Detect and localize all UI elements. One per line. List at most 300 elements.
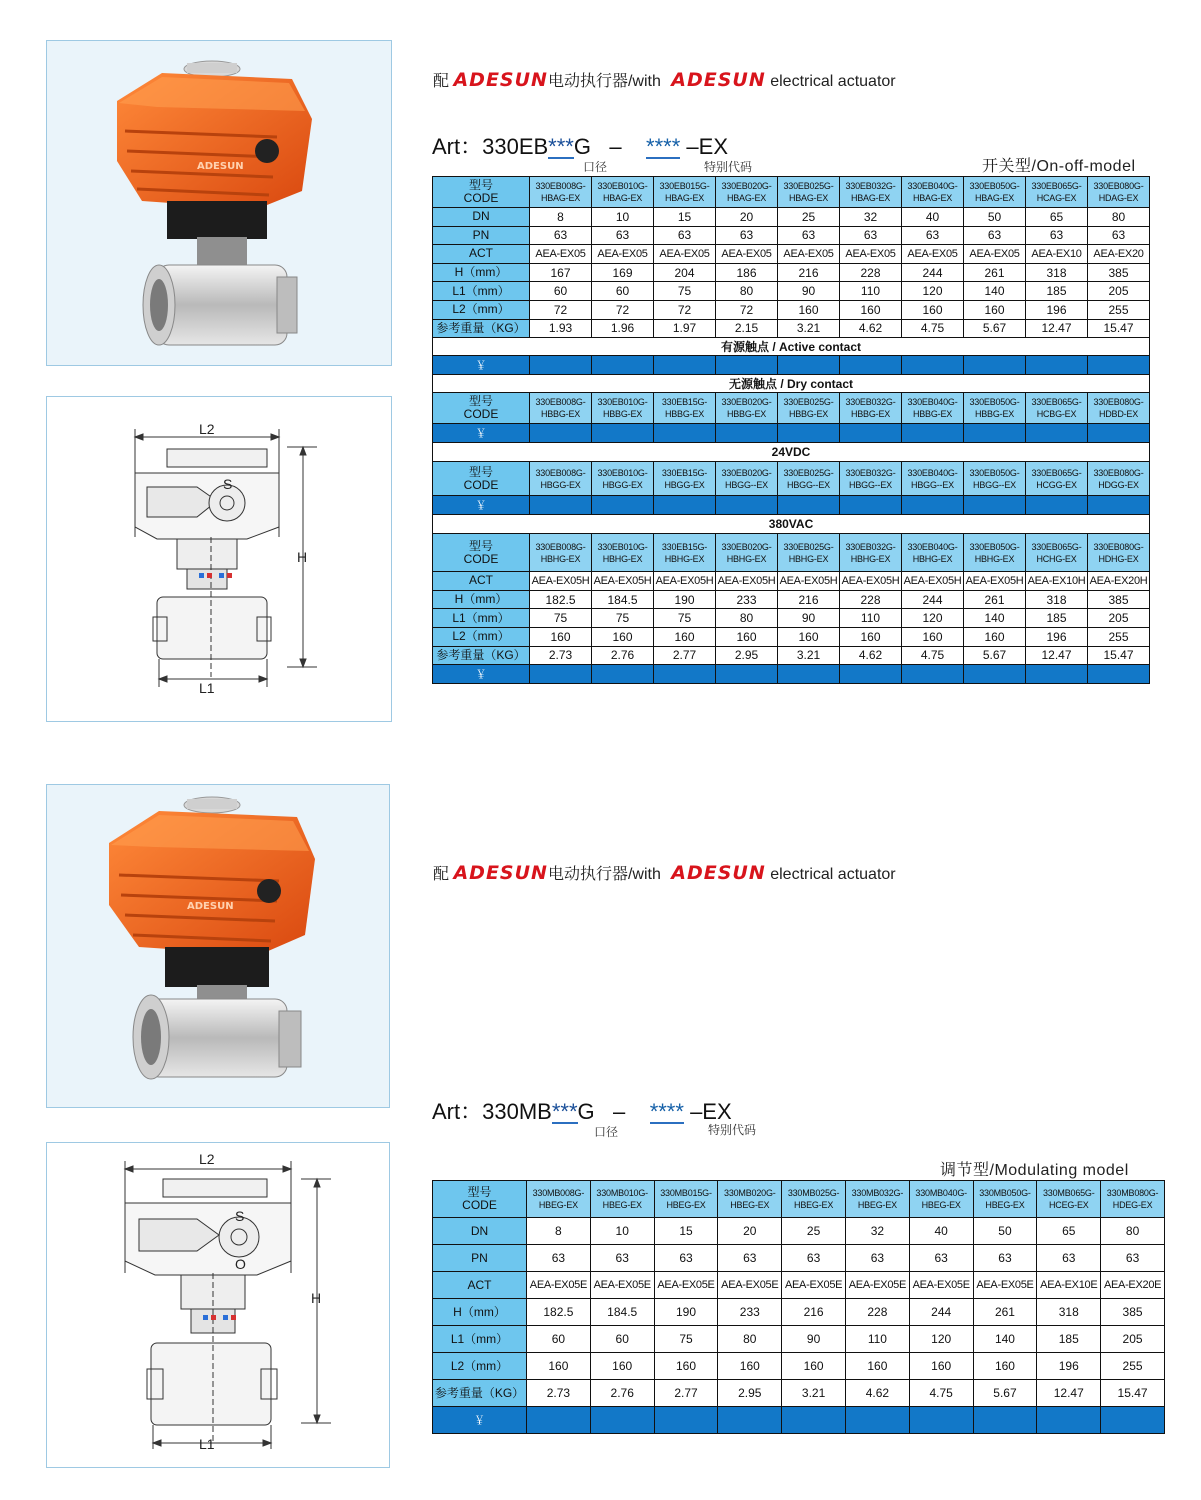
code-cell: 330EB15G- HBBG-EX [654,393,716,424]
brand-suffix: electrical actuator [770,866,896,883]
spec-value: 160 [902,300,964,319]
s-label-2: S [235,1208,245,1224]
price-symbol: ￥ [433,356,530,375]
l1-label-2: L1 [199,1436,215,1452]
code-cell: 330MB008G- HBEG-EX [527,1181,591,1218]
spec-value: 120 [902,282,964,301]
spec-value: 8 [530,208,592,227]
spec-row-label: L1（mm） [433,1326,527,1353]
code-cell: 330EB065G- HCAG-EX [1026,177,1088,208]
spec-row [433,1245,1165,1272]
code-row [433,177,1150,208]
spec-row-label: 参考重量（KG） [433,1380,527,1407]
price-cell [654,665,716,684]
spec-value: 185 [1037,1326,1101,1353]
spec-row-label: L2（mm） [433,1353,527,1380]
spec-value: 2.95 [716,646,778,665]
modulating-model-label: 调节型/Modulating model [940,1162,1129,1179]
spec-value: 160 [590,1353,654,1380]
price-cell [1026,356,1088,375]
art-prefix: Art：330MB [432,1099,552,1124]
price-cell [778,496,840,515]
spec-value: 2.95 [718,1380,782,1407]
spec-row-label: L1（mm） [433,609,530,628]
on-off-model-label: 开关型/On-off-model [982,158,1136,175]
l2-label: L2 [199,421,215,437]
spec-value: 196 [1026,627,1088,646]
spec-value: 196 [1026,300,1088,319]
spec-row [433,319,1150,338]
spec-value: 2.76 [590,1380,654,1407]
code-cell: 330EB025G- HBHG-EX [778,534,840,572]
spec-value: 80 [718,1326,782,1353]
ac380-row [433,515,1150,534]
art-suffix: –EX [690,1099,732,1124]
code-cell: 330EB080G- HDHG-EX [1088,534,1150,572]
code-cell: 330EB015G- HBAG-EX [654,177,716,208]
code-cell: 330EB050G- HBHG-EX [964,534,1026,572]
modulating-spec-rows [433,1218,1165,1407]
spec-value: AEA-EX05 [530,245,592,264]
spec-value: 205 [1088,282,1150,301]
spec-row [433,609,1150,628]
spec-rows-d [433,572,1150,665]
art-size-stars: *** [548,134,574,159]
price-cell [1088,496,1150,515]
price-cell [1088,424,1150,443]
spec-value: 63 [590,1245,654,1272]
code-cell: 330EB025G- HBAG-EX [778,177,840,208]
photo-logo-2: ADESUN [187,901,234,912]
spec-value: 3.21 [782,1380,846,1407]
spec-value: 205 [1101,1326,1165,1353]
spec-value: 140 [964,282,1026,301]
spec-value: 72 [530,300,592,319]
brand-prefix: 配 [433,866,450,883]
spec-row [433,282,1150,301]
spec-row-label: ACT [433,1272,527,1299]
price-cell [1026,424,1088,443]
spec-value: 40 [902,208,964,227]
spec-value: AEA-EX05E [718,1272,782,1299]
price-cell [964,496,1026,515]
code-cell: 330EB080G- HDGG-EX [1088,462,1150,496]
spec-value: 190 [654,1299,718,1326]
code-cell: 330EB15G- HBGG-EX [654,462,716,496]
code-cell: 330EB032G- HBAG-EX [840,177,902,208]
spec-row-label: L2（mm） [433,627,530,646]
price-symbol: ￥ [433,665,530,684]
spec-value: 63 [592,226,654,245]
price-cell [530,424,592,443]
spec-value: 90 [778,609,840,628]
on-off-spec-table [432,176,1150,684]
price-symbol: ￥ [433,424,530,443]
code-row [433,1181,1165,1218]
spec-value: 75 [654,1326,718,1353]
spec-value: 90 [782,1326,846,1353]
spec-value: 110 [840,609,902,628]
spec-value: 110 [840,282,902,301]
spec-value: 63 [654,1245,718,1272]
spec-row-label: L2（mm） [433,300,530,319]
price-cell [973,1407,1037,1434]
spec-value: 80 [1088,208,1150,227]
spec-value: 63 [1088,226,1150,245]
art-dash: – [609,134,622,159]
spec-value: 60 [592,282,654,301]
spec-value: 120 [909,1326,973,1353]
spec-value: AEA-EX05E [973,1272,1037,1299]
adesun-logo: ADESUN [453,862,548,884]
art-size-label: 口径 [583,160,608,174]
spec-value: 2.15 [716,319,778,338]
spec-value: AEA-EX05H [902,572,964,591]
spec-value: 12.47 [1037,1380,1101,1407]
price-row [433,424,1150,443]
code-cell: 330EB040G- HBBG-EX [902,393,964,424]
spec-value: 63 [840,226,902,245]
spec-row [433,1272,1165,1299]
spec-row-label: PN [433,1245,527,1272]
code-cell: 330EB008G- HBBG-EX [530,393,592,424]
spec-value: 160 [654,627,716,646]
spec-value: 160 [778,300,840,319]
spec-value: 160 [527,1353,591,1380]
spec-value: 318 [1026,263,1088,282]
price-cell [909,1407,973,1434]
spec-value: 4.62 [840,646,902,665]
spec-value: AEA-EX05H [840,572,902,591]
spec-value: AEA-EX05E [527,1272,591,1299]
spec-rows-a [433,208,1150,338]
spec-value: 385 [1101,1299,1165,1326]
spec-value: 184.5 [590,1299,654,1326]
spec-value: 15 [654,208,716,227]
code-cell: 330EB020G- HBHG-EX [716,534,778,572]
spec-value: 15.47 [1101,1380,1165,1407]
spec-value: 1.96 [592,319,654,338]
spec-value: 63 [1026,226,1088,245]
code-cell: 330EB040G- HBAG-EX [902,177,964,208]
valve-actuator-photo [47,41,393,367]
spec-value: 72 [654,300,716,319]
spec-value: 63 [654,226,716,245]
price-cell [1026,665,1088,684]
article-code-2 [432,1095,732,1126]
actuator-brand-line [433,68,896,91]
spec-value: 25 [778,208,840,227]
code-header: 型号 CODE [433,462,530,496]
spec-value: 255 [1088,300,1150,319]
code-cell: 330EB032G- HBGG--EX [840,462,902,496]
spec-value: 10 [590,1218,654,1245]
price-cell [902,424,964,443]
spec-row-label: H（mm） [433,1299,527,1326]
code-cell: 330EB010G- HBAG-EX [592,177,654,208]
spec-value: 205 [1088,609,1150,628]
spec-value: 233 [716,590,778,609]
ac380-label: 380VAC [433,515,1150,534]
spec-value: 318 [1037,1299,1101,1326]
price-row [433,1407,1165,1434]
spec-value: 2.76 [592,646,654,665]
spec-value: 185 [1026,609,1088,628]
spec-value: 160 [718,1353,782,1380]
spec-value: AEA-EX10 [1026,245,1088,264]
spec-row-label: L1（mm） [433,282,530,301]
price-cell [840,496,902,515]
code-cell: 330EB032G- HBHG-EX [840,534,902,572]
spec-row-label: 参考重量（KG） [433,319,530,338]
spec-value: AEA-EX10H [1026,572,1088,591]
l1-label: L1 [199,680,215,696]
spec-value: AEA-EX05E [654,1272,718,1299]
spec-value: 160 [909,1353,973,1380]
art-special-label-2: 特别代码 [708,1123,757,1137]
code-cell: 330EB065G- HCGG-EX [1026,462,1088,496]
spec-value: AEA-EX20 [1088,245,1150,264]
spec-row [433,627,1150,646]
o-label-2: O [235,1256,246,1272]
spec-value: AEA-EX05H [592,572,654,591]
price-row [433,665,1150,684]
spec-value: 167 [530,263,592,282]
active-contact-section [433,338,1150,572]
brand-mid: 电动执行器/with [547,73,661,90]
spec-row-label: DN [433,1218,527,1245]
spec-value: 72 [592,300,654,319]
photo-logo: ADESUN [197,161,244,172]
spec-value: 244 [902,590,964,609]
spec-value: 196 [1037,1353,1101,1380]
spec-value: 160 [530,627,592,646]
spec-row [433,646,1150,665]
spec-value: 63 [845,1245,909,1272]
spec-value: AEA-EX20E [1101,1272,1165,1299]
spec-value: 2.73 [527,1380,591,1407]
code-cell: 330EB080G- HDBD-EX [1088,393,1150,424]
code-row [433,462,1150,496]
active-contact-row [433,338,1150,356]
spec-value: 160 [964,300,1026,319]
brand-mid: 电动执行器/with [547,866,661,883]
spec-value: 4.75 [902,646,964,665]
code-cell: 330MB050G- HBEG-EX [973,1181,1037,1218]
spec-value: 63 [1101,1245,1165,1272]
spec-value: 63 [1037,1245,1101,1272]
code-cell: 330MB010G- HBEG-EX [590,1181,654,1218]
spec-value: 110 [845,1326,909,1353]
price-cell [590,1407,654,1434]
code-cell: 330EB065G- HCBG-EX [1026,393,1088,424]
price-cell [592,665,654,684]
spec-value: 244 [902,263,964,282]
spec-value: 140 [973,1326,1037,1353]
spec-value: 63 [530,226,592,245]
spec-value: 255 [1101,1353,1165,1380]
price-cell [654,356,716,375]
spec-value: 63 [964,226,1026,245]
spec-value: 190 [654,590,716,609]
dimension-drawing-2 [47,1143,391,1469]
spec-value: 318 [1026,590,1088,609]
spec-row [433,263,1150,282]
spec-row [433,208,1150,227]
dry-contact-label: 无源触点 / Dry contact [433,375,1150,393]
modulating-price [433,1407,1165,1434]
spec-value: 160 [973,1353,1037,1380]
price-cell [964,424,1026,443]
spec-value: AEA-EX05 [654,245,716,264]
spec-value: 63 [973,1245,1037,1272]
spec-value: 216 [782,1299,846,1326]
price-row [433,356,1150,375]
spec-value: 160 [845,1353,909,1380]
spec-row [433,1299,1165,1326]
dc24-label: 24VDC [433,443,1150,462]
price-cell [964,356,1026,375]
spec-value: 80 [1101,1218,1165,1245]
spec-value: 75 [654,282,716,301]
spec-value: AEA-EX05H [716,572,778,591]
price-cell [530,496,592,515]
spec-value: 385 [1088,263,1150,282]
spec-row-label: 参考重量（KG） [433,646,530,665]
price-cell [778,424,840,443]
price-cell [840,356,902,375]
spec-value: 160 [782,1353,846,1380]
spec-row-label: DN [433,208,530,227]
code-header: 型号 CODE [433,393,530,424]
spec-value: 5.67 [973,1380,1037,1407]
spec-value: 50 [973,1218,1037,1245]
price-symbol: ￥ [433,496,530,515]
spec-value: 40 [909,1218,973,1245]
price-cell [527,1407,591,1434]
spec-value: 2.77 [654,1380,718,1407]
spec-value: 15.47 [1088,646,1150,665]
dimension-drawing-frame-2 [46,1142,390,1468]
spec-value: 2.77 [654,646,716,665]
spec-value: 15 [654,1218,718,1245]
spec-value: AEA-EX05E [845,1272,909,1299]
price-cell [902,356,964,375]
spec-value: AEA-EX05H [778,572,840,591]
spec-value: 63 [778,226,840,245]
spec-value: 60 [527,1326,591,1353]
price-cell [592,424,654,443]
price-cell [1101,1407,1165,1434]
price-cell [716,665,778,684]
code-header: 型号 CODE [433,177,530,208]
spec-row-label: H（mm） [433,590,530,609]
price-cell [782,1407,846,1434]
spec-value: 261 [964,590,1026,609]
art-size-label-2: 口径 [594,1125,619,1139]
code-cell: 330EB032G- HBBG-EX [840,393,902,424]
code-cell: 330EB050G- HBAG-EX [964,177,1026,208]
price-cell [778,665,840,684]
price-cell [716,424,778,443]
spec-value: 63 [716,226,778,245]
spec-value: 4.75 [909,1380,973,1407]
spec-value: 1.97 [654,319,716,338]
spec-value: AEA-EX05H [530,572,592,591]
spec-value: 185 [1026,282,1088,301]
art-special-label: 特别代码 [704,160,753,174]
spec-value: 20 [718,1218,782,1245]
spec-value: 261 [973,1299,1037,1326]
brand-prefix: 配 [433,73,450,90]
code-cell: 330EB080G- HDAG-EX [1088,177,1150,208]
price-cell [778,356,840,375]
spec-value: 233 [718,1299,782,1326]
price-cell [1088,665,1150,684]
spec-value: 63 [902,226,964,245]
spec-value: 65 [1037,1218,1101,1245]
spec-value: 182.5 [527,1299,591,1326]
spec-value: AEA-EX20H [1088,572,1150,591]
spec-value: 10 [592,208,654,227]
spec-value: 160 [840,300,902,319]
price-symbol: ￥ [433,1407,527,1434]
modulating-code-block [433,1181,1165,1218]
art-suffix: –EX [686,134,728,159]
spec-value: 182.5 [530,590,592,609]
price-cell [840,665,902,684]
spec-value: 186 [716,263,778,282]
spec-value: 169 [592,263,654,282]
spec-value: 12.47 [1026,646,1088,665]
spec-row-label: PN [433,226,530,245]
spec-row [433,1326,1165,1353]
spec-value: 216 [778,590,840,609]
price-cell [530,665,592,684]
spec-value: 60 [530,282,592,301]
spec-row [433,572,1150,591]
code-cell: 330EB010G- HBHG-EX [592,534,654,572]
spec-value: AEA-EX05 [902,245,964,264]
price-cell [902,665,964,684]
spec-value: AEA-EX05H [964,572,1026,591]
spec-value: AEA-EX05 [716,245,778,264]
dimension-drawing [47,397,393,723]
price-cell [1026,496,1088,515]
spec-value: 75 [654,609,716,628]
spec-value: 63 [718,1245,782,1272]
spec-value: 50 [964,208,1026,227]
dry-contact-row [433,375,1150,393]
spec-value: 32 [845,1218,909,1245]
code-cell: 330EB065G- HCHG-EX [1026,534,1088,572]
active-contact-block [433,177,1150,208]
spec-row [433,300,1150,319]
code-cell: 330MB015G- HBEG-EX [654,1181,718,1218]
spec-value: 63 [782,1245,846,1272]
spec-value: 25 [782,1218,846,1245]
spec-value: 75 [530,609,592,628]
code-cell: 330EB010G- HBBG-EX [592,393,654,424]
spec-value: 244 [909,1299,973,1326]
spec-value: AEA-EX10E [1037,1272,1101,1299]
spec-value: 32 [840,208,902,227]
code-cell: 330EB025G- HBBG-EX [778,393,840,424]
s-label: S [223,476,233,492]
spec-row [433,1353,1165,1380]
price-cell [592,496,654,515]
price-cell [718,1407,782,1434]
